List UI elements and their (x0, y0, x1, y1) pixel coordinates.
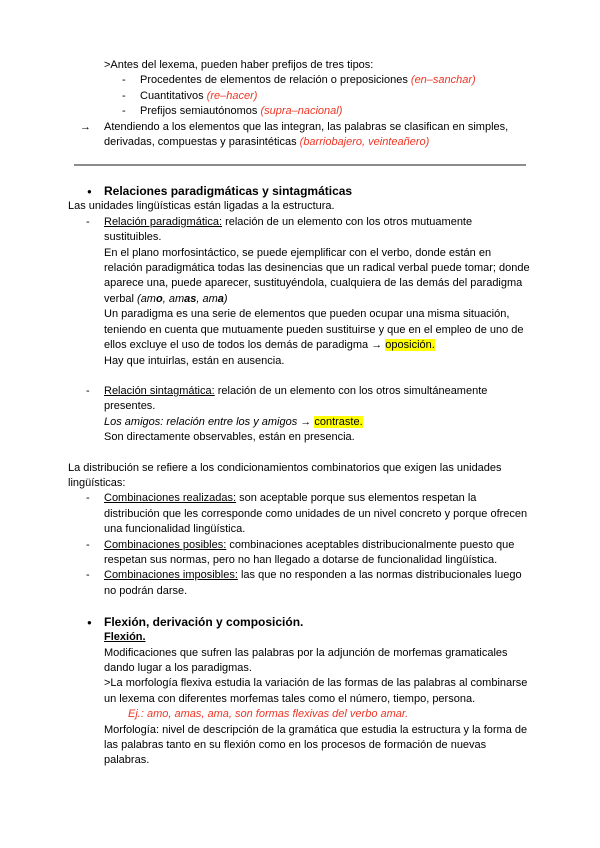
paragraph-text: La distribución se refiere a los condicionamientos combinatorios que exigen las unidades lingüísticas: (68, 461, 502, 489)
dash-marker-icon: - (86, 215, 90, 228)
paragraph-text: >Antes del lexema, pueden haber prefijos de tres tipos: (104, 59, 374, 71)
dash-marker-icon: - (122, 89, 126, 102)
paragraph (104, 676, 532, 722)
paragraph-text: Son directamente observables, están en presencia. (104, 431, 355, 444)
paragraph-text: Un paradigma es una serie de elementos que pueden ocupar una misma situación, teniendo en cuenta que mutuamente pueden sustituirse y que en el empleo de uno de ellos excluye el uso de todos los demás de paradigma → (104, 308, 524, 352)
list-item (122, 89, 532, 104)
dash-marker-icon: - (122, 74, 126, 87)
section-heading-text: Relaciones paradigmáticas y sintagmáticas (104, 184, 353, 199)
paragraph-distribution-intro (68, 461, 532, 492)
definition-line (104, 538, 532, 569)
example-fragment: (am (137, 292, 156, 305)
example-red-text: Ej.: amo, amas, ama, son formas flexivas del verbo amar. (128, 708, 409, 721)
list-item-combination (86, 568, 532, 599)
paragraph-text: En el plano morfosintáctico, se puede ejemplificar con el verbo, donde están en relación paradigmática todas las desinencias que un radical verbal puede tomar; donde aparece una, puede aparecer, sustituyéndola, cualquiera de las demás del paradigma verbal (104, 246, 530, 305)
section-heading-text: Flexión, derivación y composición. (104, 615, 304, 630)
paragraph (104, 354, 532, 369)
highlighted-term: oposición. (385, 339, 435, 352)
arrow-text: → (297, 415, 315, 428)
definition-text: las que no responden a las normas distribucionales luego no podrán darse. (104, 569, 522, 597)
verb-example (137, 293, 228, 305)
paragraph-text: Hay que intuirlas, están en ausencia. (104, 354, 285, 367)
relations-section (68, 183, 532, 599)
subsection-heading (104, 630, 532, 645)
dash-marker-icon: - (122, 105, 126, 118)
list-item-paradigmatic (86, 215, 532, 369)
highlighted-term: contraste. (314, 415, 363, 428)
paragraph (104, 646, 532, 677)
paragraph-intro (68, 199, 532, 214)
example-fragment-bold: o (155, 292, 163, 305)
list-item-text: Prefijos semiautónomos (140, 105, 261, 118)
definition-line (104, 568, 532, 599)
paragraph (104, 723, 532, 769)
example-fragment-bold: a (217, 292, 224, 305)
horizontal-rule (74, 164, 526, 166)
example-red-text: (barriobajero, veinteañero) (299, 136, 430, 149)
paragraph-text: Las unidades lingüísticas están ligadas a la estructura. (68, 200, 335, 213)
disc-bullet-icon: ● (87, 187, 92, 197)
italic-example: Los amigos: relación entre los y amigos (104, 415, 298, 428)
dash-marker-icon: - (86, 538, 90, 551)
underlined-term: Combinaciones posibles: (104, 538, 227, 551)
prefix-section (68, 58, 532, 150)
dash-marker-icon: - (86, 569, 90, 582)
paragraph-text: >La morfología flexiva estudia la variación de las formas de las palabras al combinarse un lexema con diferentes morfemas tales como el número, tiempo, persona. (104, 677, 528, 705)
underlined-term: Relación sintagmática: (104, 384, 215, 397)
dash-marker-icon: - (86, 492, 90, 505)
definition-line (104, 215, 532, 246)
list-item-syntagmatic (86, 384, 532, 446)
paragraph-text: Modificaciones que sufren las palabras por la adjunción de morfemas gramaticales dando lugar a los paradigmas. (104, 646, 508, 674)
list-item-combination (86, 538, 532, 569)
paragraph-text: Morfología: nivel de descripción de la gramática que estudia la estructura y la forma de las palabras tanto en su flexión como en los procesos de formación de nuevas palabras. (104, 723, 528, 767)
arrow-note (80, 120, 532, 151)
underlined-term: Relación paradigmática: (104, 215, 223, 228)
dash-marker-icon: - (86, 384, 90, 397)
example-fragment-bold: as (184, 292, 197, 305)
list-item (122, 73, 532, 88)
example-red-text: (en–sanchar) (410, 74, 476, 87)
section-heading (87, 614, 532, 630)
definition-text: combinaciones aceptables distribucionalmente puesto que respetan sus normas, pero no han llegado a dotarse de funcionalidad lingüística. (104, 538, 515, 566)
paragraph-prefix-intro (104, 58, 532, 73)
subsection-heading-text: Flexión. (104, 631, 146, 644)
flexion-section (68, 614, 532, 769)
example-fragment: ) (223, 292, 228, 305)
underlined-term: Combinaciones imposibles: (104, 569, 238, 582)
definition-line (104, 384, 532, 415)
example-fragment: , am (196, 292, 218, 305)
definition-text: relación de un elemento con los otros mutuamente sustituibles. (104, 215, 473, 244)
definition-text: relación de un elemento con los otros simultáneamente presentes. (104, 384, 488, 413)
disc-bullet-icon: ● (87, 618, 92, 628)
example-fragment: , am (162, 292, 185, 305)
definition-line (104, 491, 532, 537)
paragraph (104, 430, 532, 445)
section-heading (87, 183, 532, 199)
paragraph (104, 246, 532, 308)
list-item-text: Cuantitativos (140, 89, 207, 102)
paragraph (104, 307, 532, 353)
list-item (122, 104, 532, 119)
arrow-note-text: Atendiendo a los elementos que las integran, las palabras se clasifican en simples, derivadas, compuestas y parasintéticas (104, 120, 509, 149)
arrow-marker-icon: → (80, 120, 91, 133)
example-red-text: (re–hacer) (206, 89, 258, 102)
underlined-term: Combinaciones realizadas: (104, 492, 237, 505)
example-red-text: (supra–nacional) (260, 105, 343, 118)
definition-text: son aceptable porque sus elementos respetan la distribución que les corresponde como unidades de un nivel concreto y porque ofrecen una funcionalidad lingüística. (104, 492, 528, 536)
list-item-text: Procedentes de elementos de relación o preposiciones (140, 74, 411, 87)
paragraph (104, 415, 532, 430)
list-item-combination (86, 491, 532, 537)
